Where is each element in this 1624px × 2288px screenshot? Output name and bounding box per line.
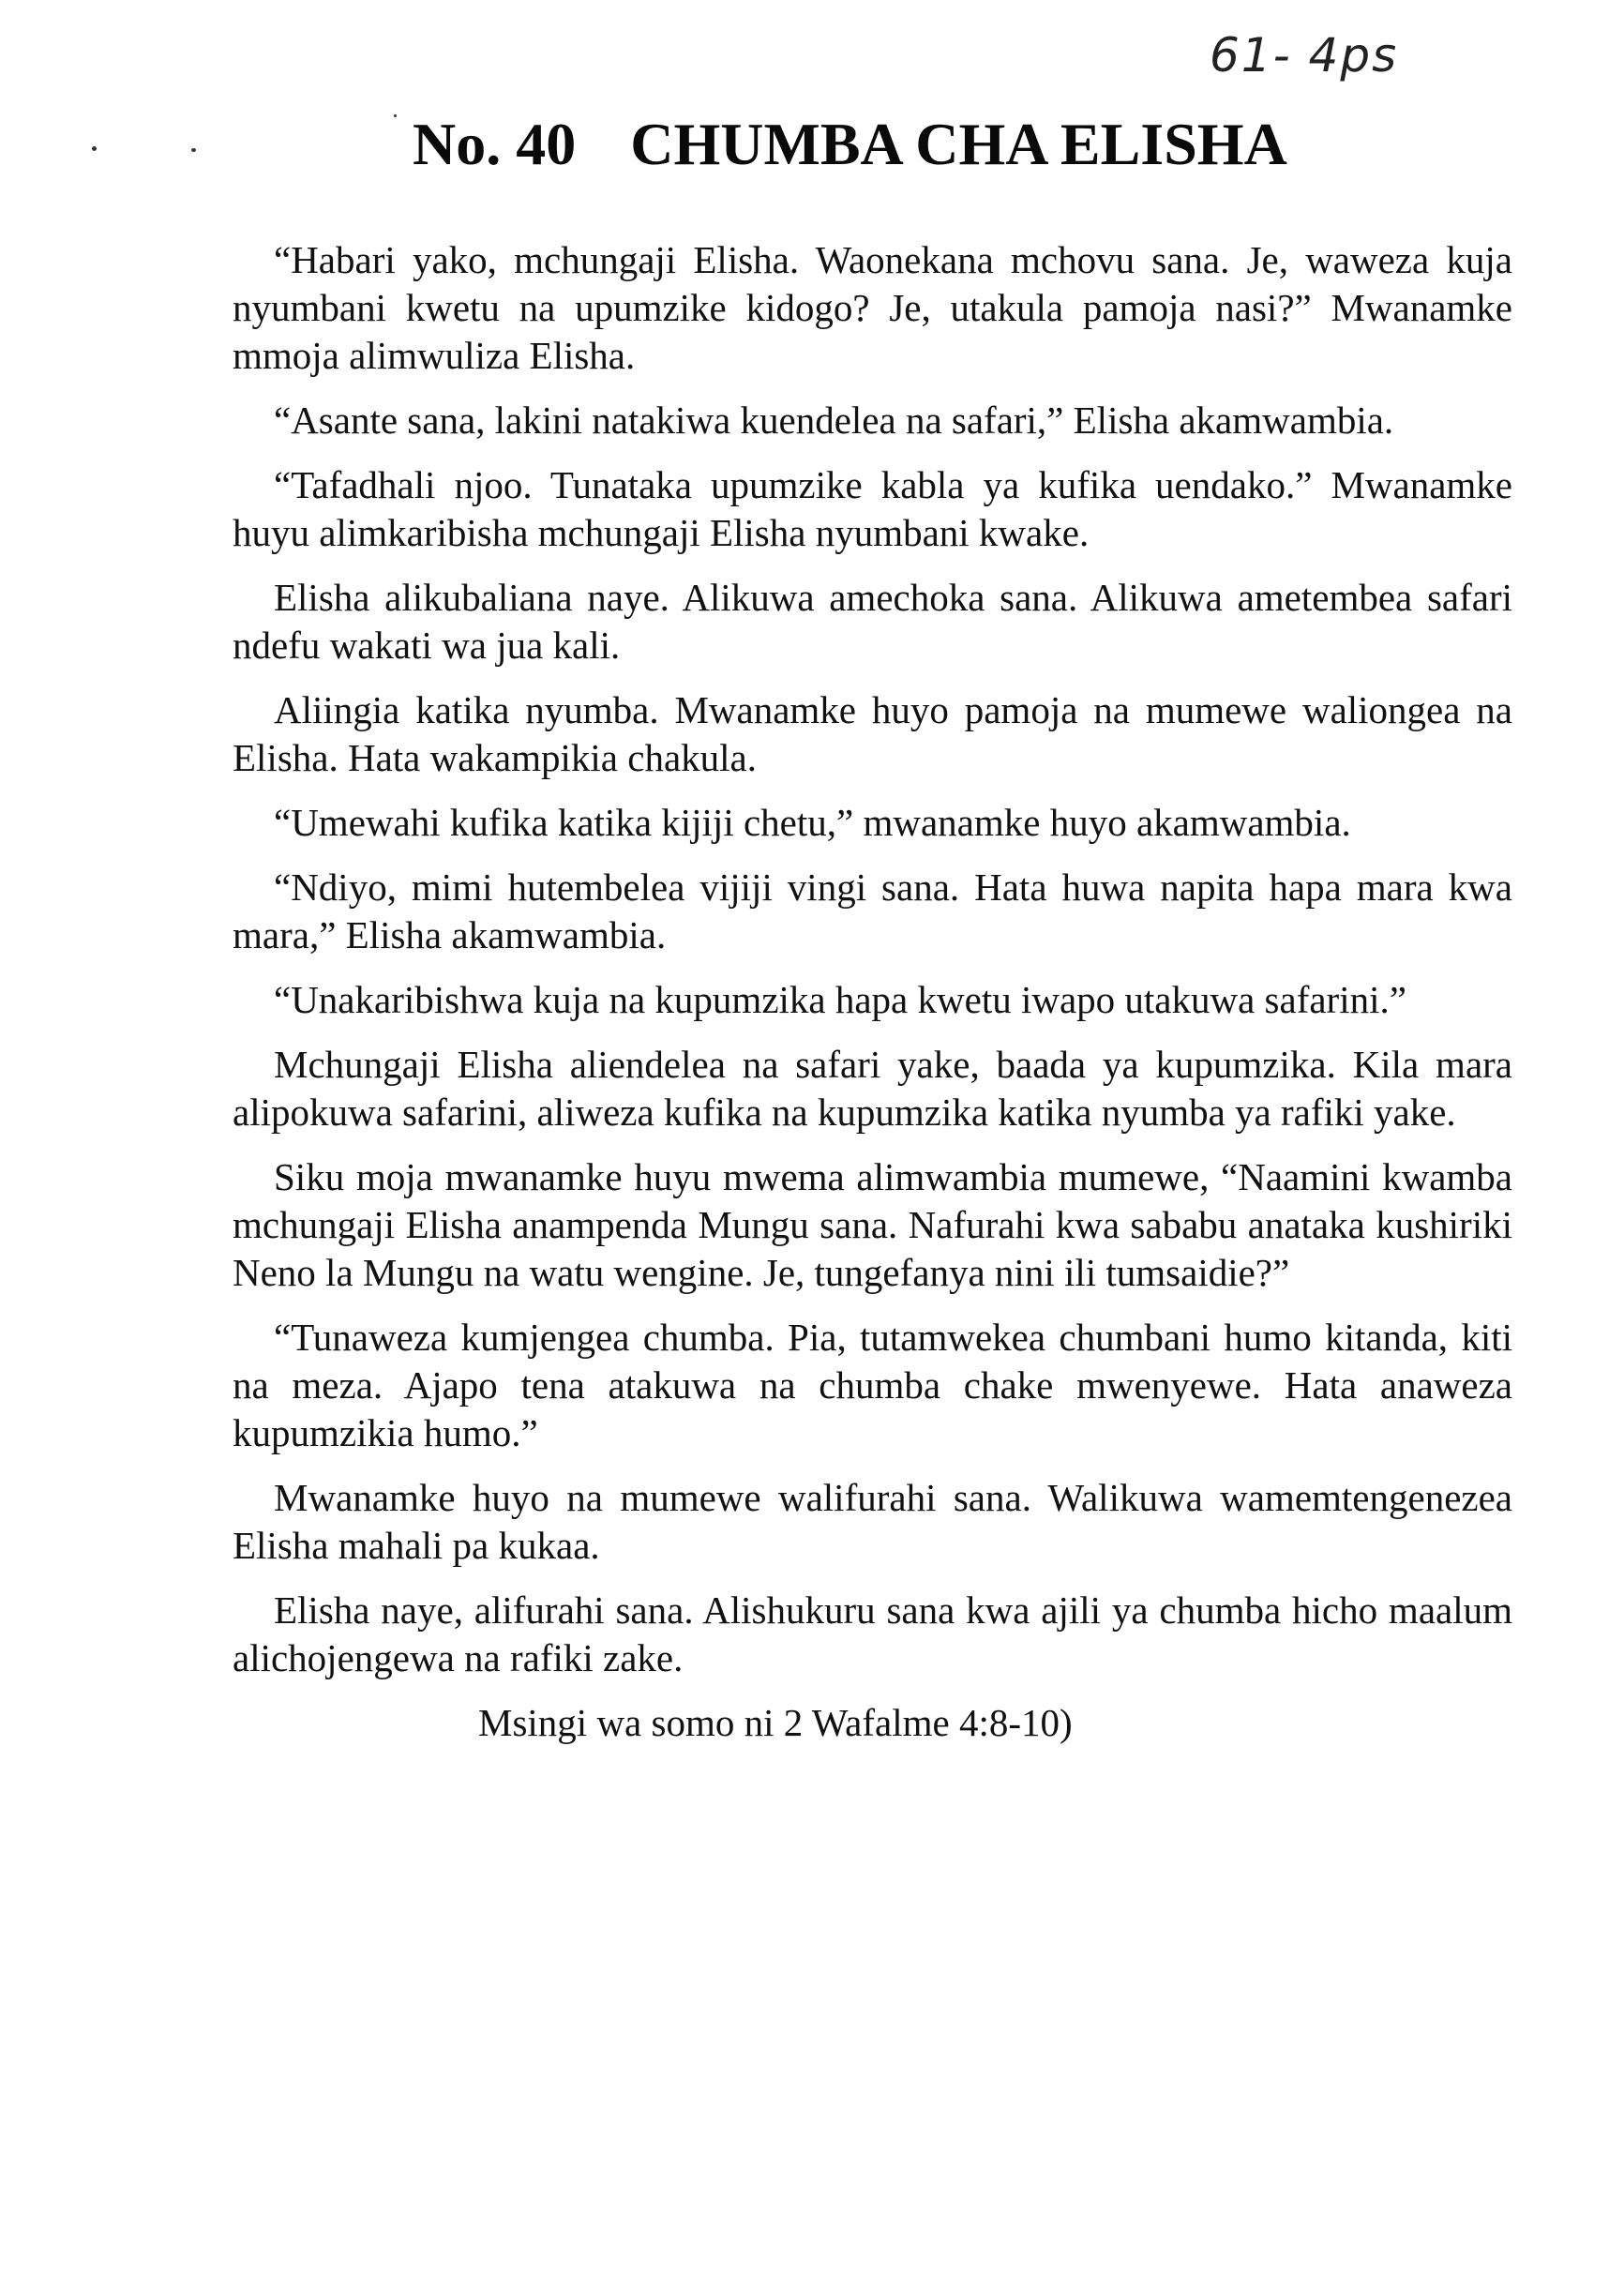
paragraph: “Ndiyo, mimi hutembelea vijiji vingi sana. Hata huwa napita hapa mara kwa mara,” Elisha akamwambia. — [233, 866, 1512, 956]
story-body — [233, 236, 1512, 1747]
paragraph: Aliingia katika nyumba. Mwanamke huyo pamoja na mumewe waliongea na Elisha. Hata wakampikia chakula. — [233, 688, 1512, 779]
scripture-source: Msingi wa somo ni 2 Wafalme 4:8-10) — [478, 1701, 1073, 1744]
paragraph: Elisha alikubaliana naye. Alikuwa amechoka sana. Alikuwa ametembea safari ndefu wakati wa jua kali. — [233, 576, 1512, 667]
paragraph: “Tunaweza kumjengea chumba. Pia, tutamwekea chumbani humo kitanda, kiti na meza. Ajapo tena atakuwa na chumba chake mwenyewe. Hata anaweza kupumzikia humo.” — [233, 1316, 1512, 1454]
print-speck — [191, 148, 196, 152]
paragraph: “Asante sana, lakini natakiwa kuendelea na safari,” Elisha akamwambia. — [274, 399, 1394, 442]
paragraph: “Tafadhali njoo. Tunataka upumzike kabla ya kufika uendako.” Mwanamke huyu alimkaribisha mchungaji Elisha nyumbani kwake. — [233, 463, 1512, 554]
paragraph: Elisha naye, alifurahi sana. Alishukuru sana kwa ajili ya chumba hicho maalum alichojengewa na rafiki zake. — [233, 1588, 1512, 1679]
lesson-title: CHUMBA CHA ELISHA — [630, 111, 1287, 177]
paragraph: Mwanamke huyo na mumewe walifurahi sana. Walikuwa wamemtengenezea Elisha mahali pa kukaa. — [233, 1476, 1512, 1567]
paragraph: Mchungaji Elisha aliendelea na safari yake, baada ya kupumzika. Kila mara alipokuwa safarini, aliweza kufika na kupumzika katika nyumba ya rafiki yake. — [233, 1043, 1512, 1134]
handwritten-note: 61- 4ps — [1210, 28, 1399, 83]
lesson-number: No. 40 — [413, 111, 577, 177]
paragraph: “Unakaribishwa kuja na kupumzika hapa kwetu iwapo utakuwa safarini.” — [274, 978, 1406, 1021]
paragraph: “Umewahi kufika katika kijiji chetu,” mwanamke huyo akamwambia. — [274, 801, 1351, 844]
print-speck — [394, 114, 397, 117]
paragraph: “Habari yako, mchungaji Elisha. Waonekana mchovu sana. Je, waweza kuja nyumbani kwetu na upumzike kidogo? Je, utakula pamoja nasi?” Mwanamke mmoja alimwuliza Elisha. — [233, 238, 1512, 377]
page-title — [413, 111, 1287, 177]
print-speck — [92, 146, 97, 151]
paragraph: Siku moja mwanamke huyu mwema alimwambia mumewe, “Naamini kwamba mchungaji Elisha anampenda Mungu sana. Nafurahi kwa sababu anataka kushiriki Neno la Mungu na watu wengine. Je, tungefanya nini ili tumsaidie?” — [233, 1155, 1512, 1294]
